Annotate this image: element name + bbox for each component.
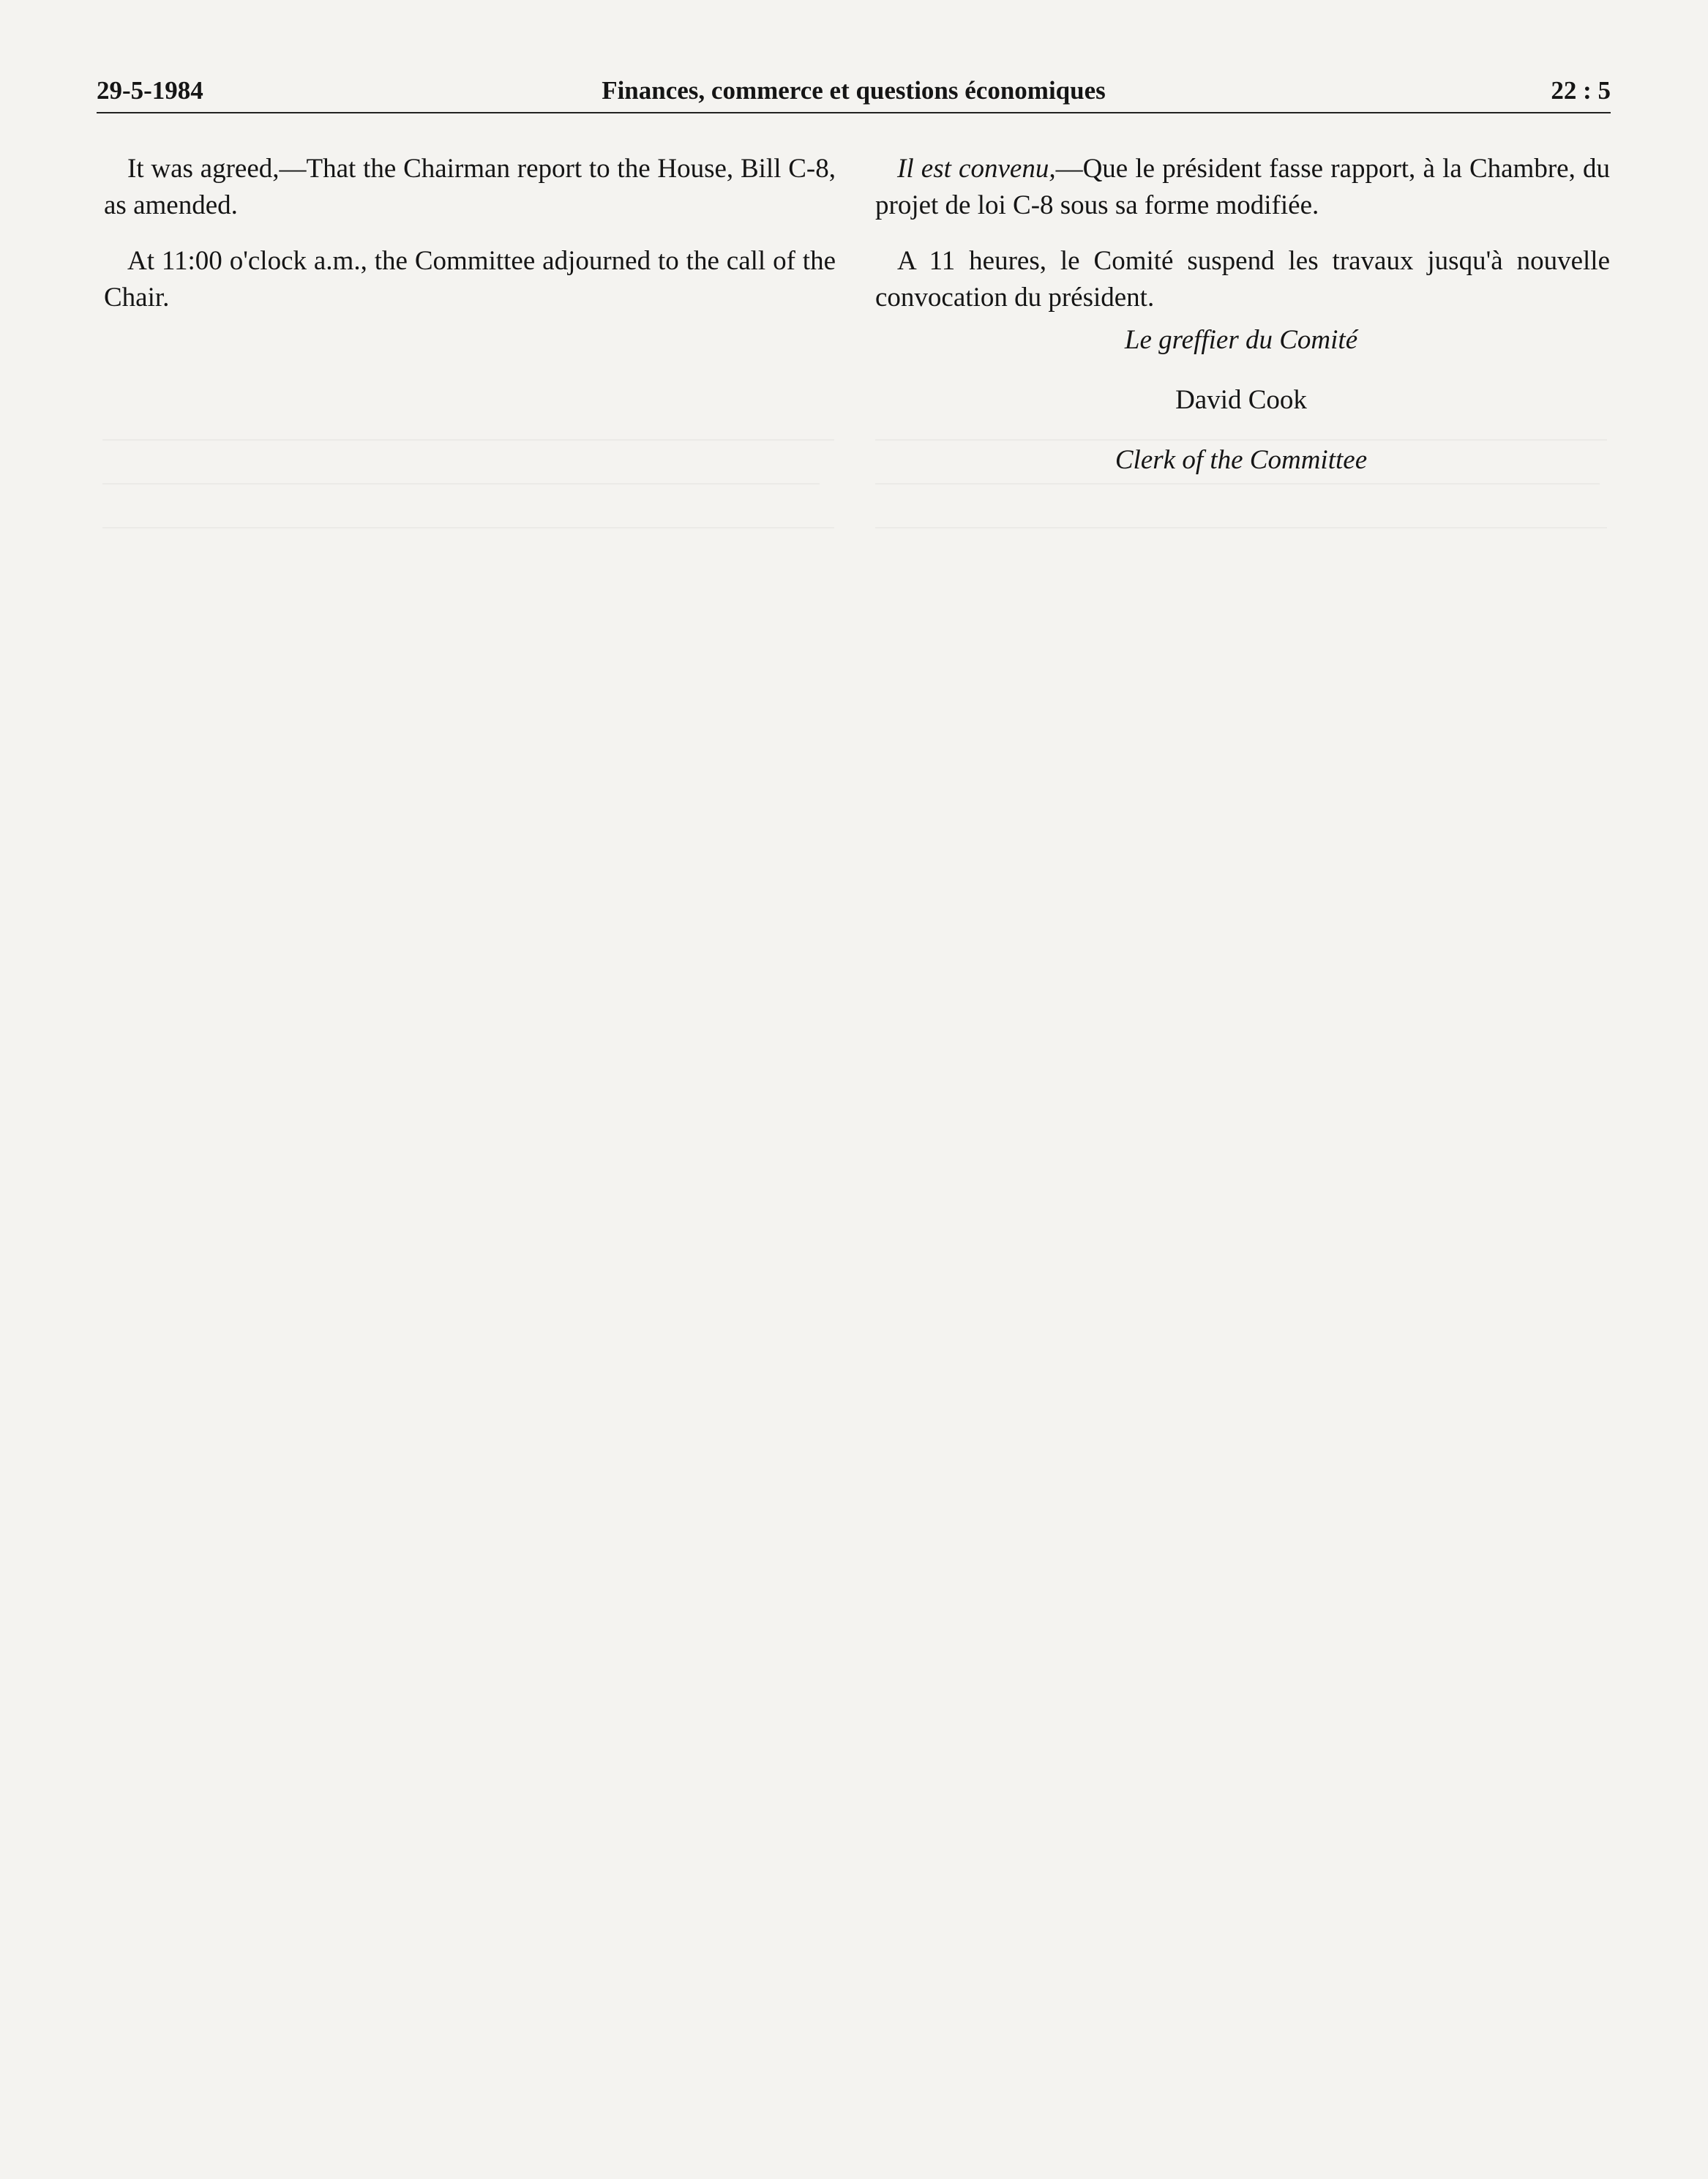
show-through-line <box>102 439 834 441</box>
page-header <box>97 76 1611 113</box>
english-paragraph-adjourned: At 11:00 o'clock a.m., the Committee adjourned to the call of the Chair. <box>104 246 836 313</box>
signature-french-title: Le greffier du Comité <box>1124 325 1358 355</box>
french-paragraph-body: —Que le président fasse rapport, à la Chambre, du projet de loi C-8 sous sa forme modifiée. <box>875 154 1610 220</box>
show-through-line <box>102 527 834 528</box>
show-through-line <box>875 527 1607 528</box>
french-paragraph-lead: Il est convenu, <box>897 154 1056 184</box>
signature-name: David Cook <box>1175 385 1307 415</box>
header-title: Finances, commerce et questions économiques <box>602 76 1106 105</box>
english-paragraph-report: It was agreed,—That the Chairman report to the House, Bill C-8, as amended. <box>104 154 836 220</box>
french-paragraph-adjourned: A 11 heures, le Comité suspend les travaux jusqu'à nouvelle convocation du président. <box>875 246 1610 313</box>
french-paragraph-report <box>875 151 1610 224</box>
header-rule <box>97 112 1611 113</box>
show-through-line <box>102 483 820 485</box>
signature-english-title: Clerk of the Committee <box>1115 445 1368 475</box>
signature-block <box>875 322 1607 502</box>
english-column <box>104 151 836 335</box>
header-page-number: 22 : 5 <box>1551 76 1611 105</box>
header-date: 29-5-1984 <box>97 76 203 105</box>
french-column <box>875 151 1610 335</box>
